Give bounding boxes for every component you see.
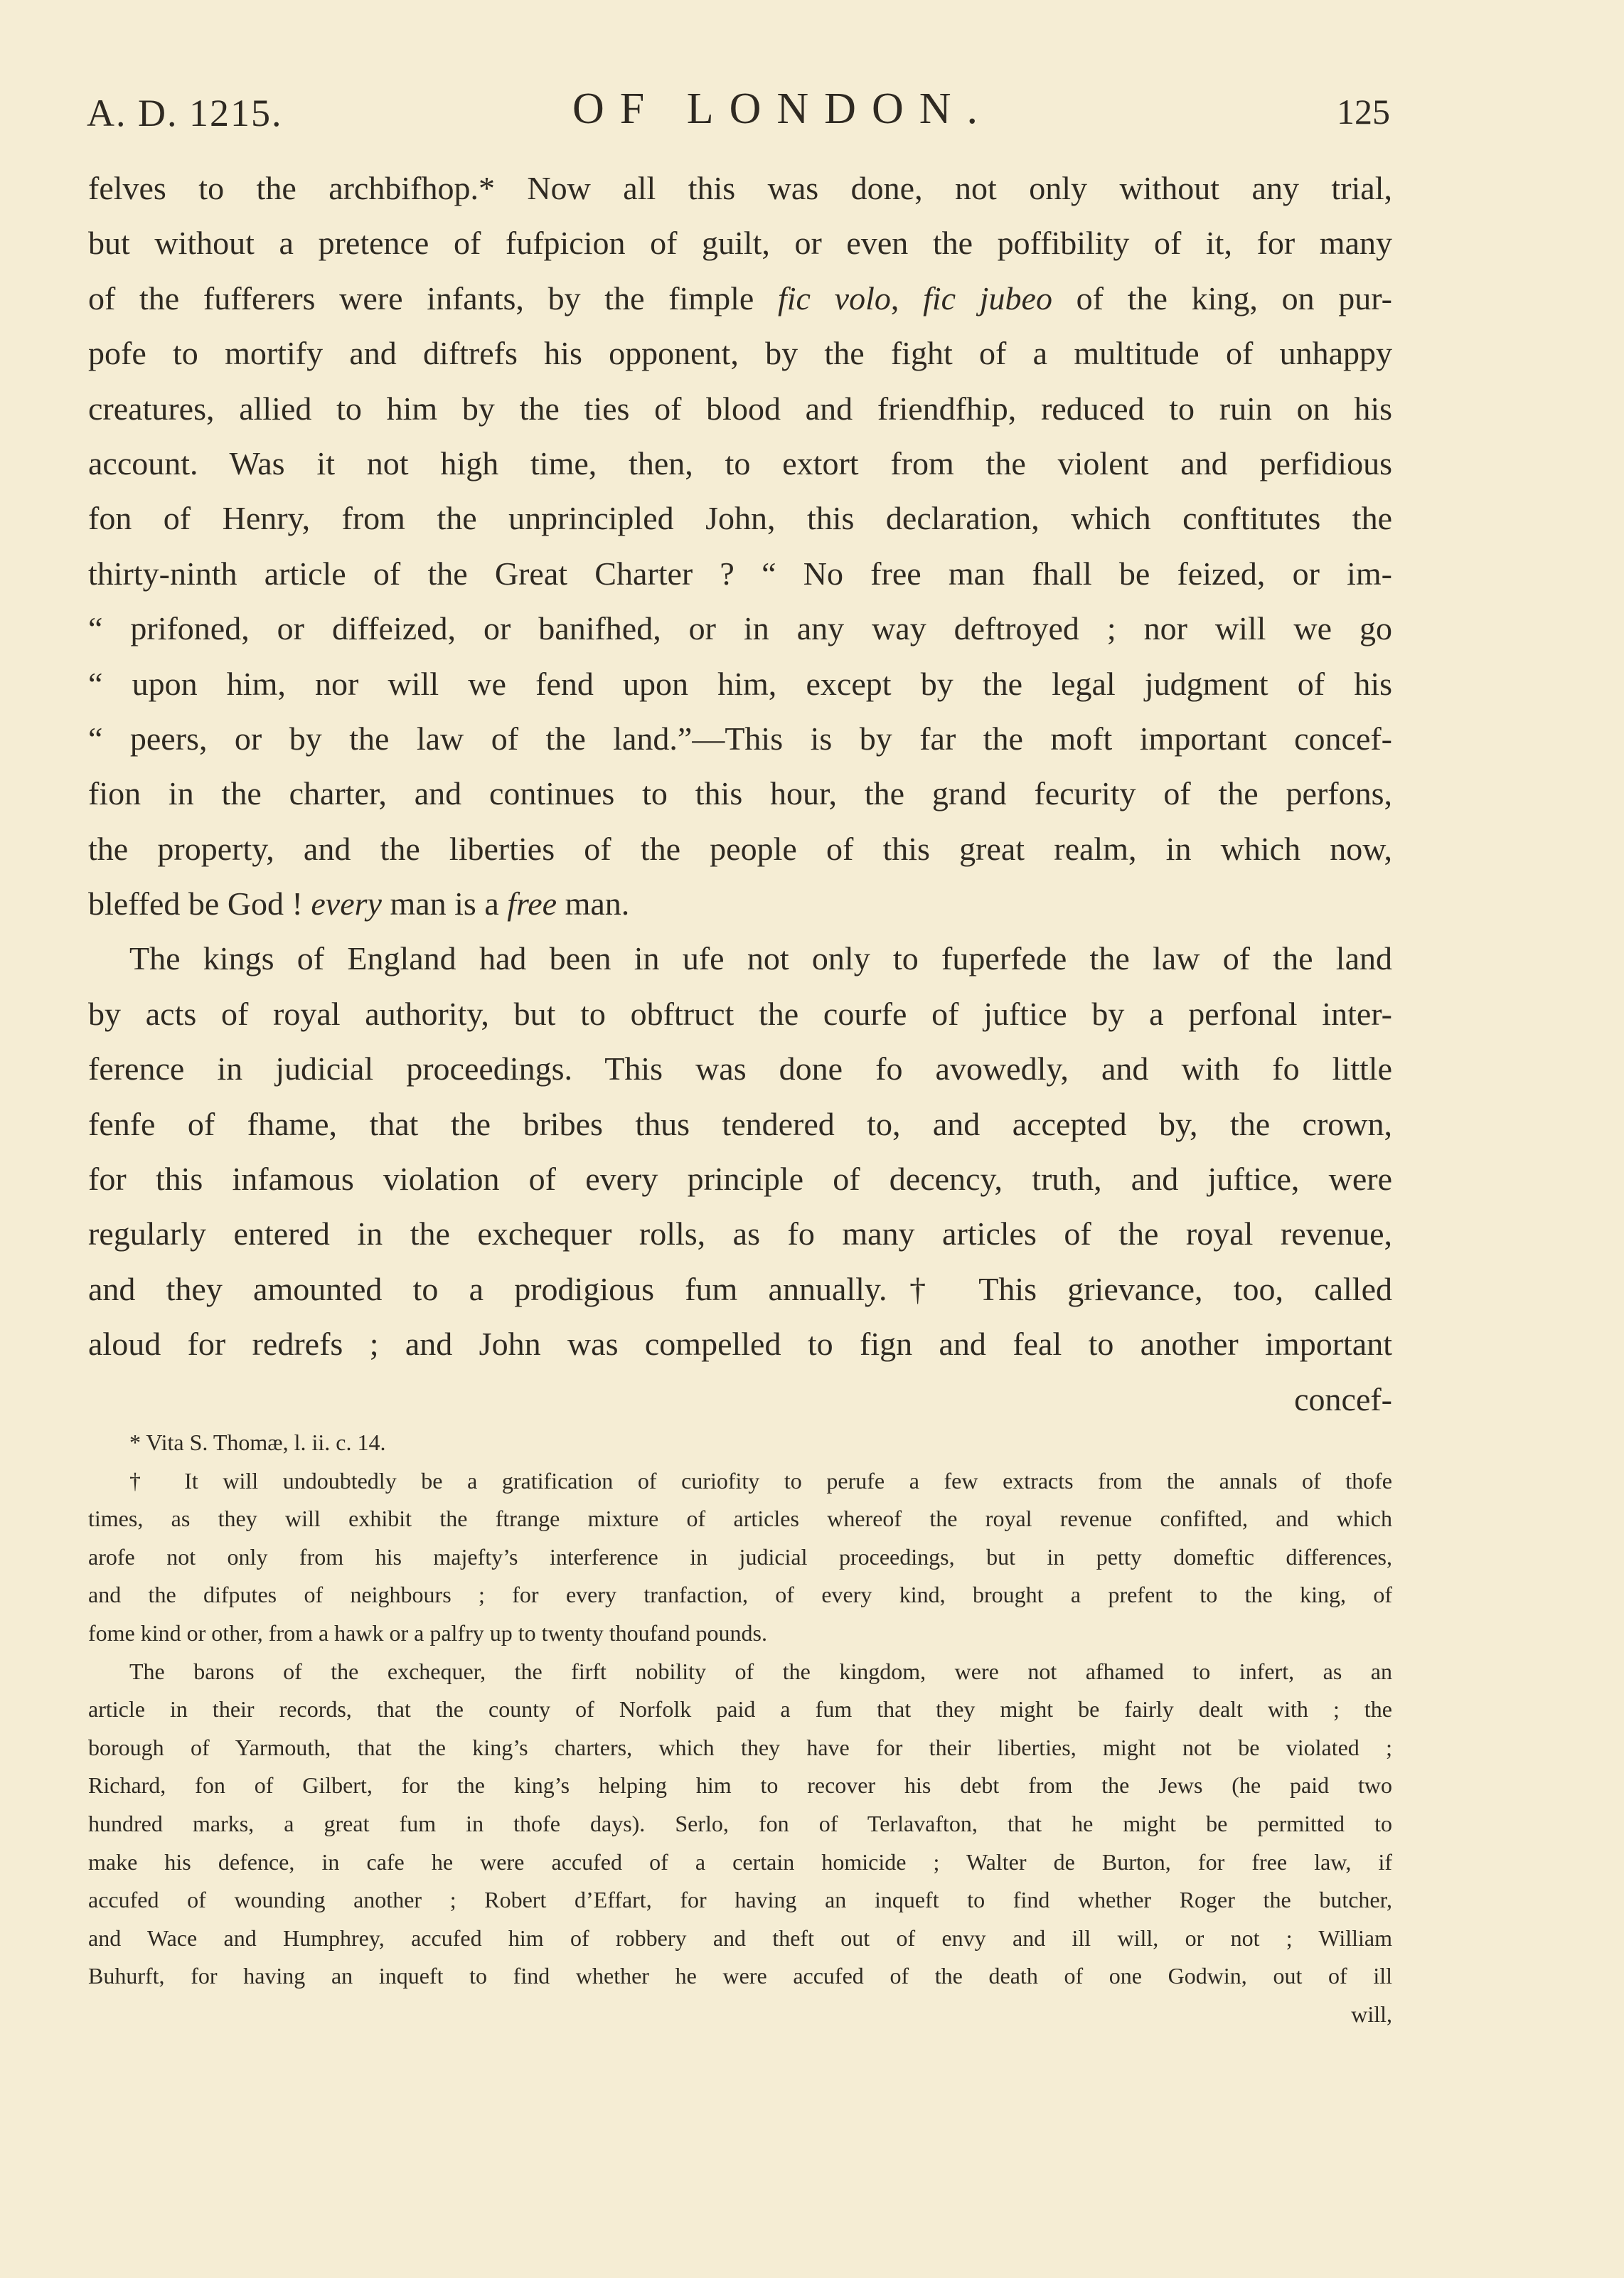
text-line: felves to the archbifhop.* Now all this was done, not only without any trial, bbox=[88, 170, 1392, 206]
footnote-line: make his defence, in cafe he were accufed of a certain homicide ; Walter de Burton, for free law, if bbox=[88, 1848, 1392, 1875]
text-line: regularly entered in the exchequer rolls, as fo many articles of the royal revenue, bbox=[88, 1215, 1392, 1252]
text-line: bleffed be God ! every man is a free man. bbox=[88, 885, 630, 922]
footnote-line: accufed of wounding another ; Robert d’Effart, for having an inqueft to find whether Roger the butcher, bbox=[88, 1887, 1392, 1913]
text-line: but without a pretence of fufpicion of guilt, or even the poffibility of it, for many bbox=[88, 225, 1392, 262]
footnote-line: and the difputes of neighbours ; for every tranfaction, of every kind, brought a prefent to the king, of bbox=[88, 1582, 1392, 1608]
footnote-line: Buhurft, for having an inqueft to find whether he were accufed of the death of one Godwin, out of ill bbox=[88, 1963, 1392, 1989]
running-header bbox=[0, 84, 1624, 155]
footnote-line: times, as they will exhibit the ftrange mixture of articles whereof the royal revenue confifted, and which bbox=[88, 1506, 1392, 1532]
text-line: of the fufferers were infants, by the fimple fic volo, fic jubeo of the king, on pur- bbox=[88, 280, 1392, 316]
footnote-line: The barons of the exchequer, the firft nobility of the kingdom, were not afhamed to infert, as an bbox=[129, 1658, 1392, 1684]
footnote-line: borough of Yarmouth, that the king’s charters, which they have for their liberties, might not be violated ; bbox=[88, 1734, 1392, 1760]
text-line: fion in the charter, and continues to this hour, the grand fecurity of the perfons, bbox=[88, 775, 1392, 812]
footnote-line: arofe not only from his majefty’s interference in judicial proceedings, but in petty domeftic differences, bbox=[88, 1543, 1392, 1570]
page-number: 125 bbox=[1337, 92, 1390, 132]
footnote-line: hundred marks, a great fum in thofe days). Serlo, fon of Terlavafton, that he might be permitted to bbox=[88, 1810, 1392, 1836]
footnote-line: article in their records, that the county of Norfolk paid a fum that they might be fairly dealt with ; the bbox=[88, 1696, 1392, 1723]
catchword: concef- bbox=[1294, 1380, 1392, 1417]
paragraph-start: The kings of England had been in ufe not only to fuperfede the law of the land bbox=[129, 940, 1392, 977]
text-line: the property, and the liberties of the people of this great realm, in which now, bbox=[88, 830, 1392, 867]
text-line: for this infamous violation of every principle of decency, truth, and juftice, were bbox=[88, 1161, 1392, 1198]
text-line: fon of Henry, from the unprincipled John, this declaration, which conftitutes the bbox=[88, 500, 1392, 537]
footnote-catchword: will, bbox=[1351, 2001, 1392, 2027]
main-text bbox=[88, 161, 1392, 1427]
footnote-line: fome kind or other, from a hawk or a palfry up to twenty thoufand pounds. bbox=[88, 1619, 767, 1646]
text-line: ference in judicial proceedings. This was done fo avowedly, and with fo little bbox=[88, 1050, 1392, 1087]
text-line: and they amounted to a prodigious fum annually.† This grievance, too, called bbox=[88, 1270, 1392, 1307]
header-year: A. D. 1215. bbox=[87, 92, 283, 134]
footnotes bbox=[88, 1424, 1392, 2034]
text-line: account. Was it not high time, then, to extort from the violent and perfidious bbox=[88, 445, 1392, 481]
text-line: “ prifoned, or diffeized, or banifhed, or in any way deftroyed ; nor will we go bbox=[88, 610, 1392, 647]
text-line: thirty-ninth article of the Great Charter ? “ No free man fhall be feized, or im- bbox=[88, 555, 1392, 592]
footnote-line: * Vita S. Thomæ, l. ii. c. 14. bbox=[129, 1430, 386, 1455]
text-line: pofe to mortify and diftrefs his opponent, by the fight of a multitude of unhappy bbox=[88, 335, 1392, 372]
footnote-line: † It will undoubtedly be a gratification of curiofity to perufe a few extracts from the annals of thofe bbox=[129, 1467, 1392, 1494]
text-line: by acts of royal authority, but to obftruct the courfe of juftice by a perfonal inter- bbox=[88, 995, 1392, 1032]
text-line: “ peers, or by the law of the land.”—This is by far the moft important concef- bbox=[88, 720, 1392, 757]
text-line: creatures, allied to him by the ties of blood and friendfhip, reduced to ruin on his bbox=[88, 390, 1392, 427]
text-line: aloud for redrefs ; and John was compelled to fign and feal to another important bbox=[88, 1326, 1392, 1363]
text-line: fenfe of fhame, that the bribes thus tendered to, and accepted by, the crown, bbox=[88, 1105, 1392, 1142]
text-line: “ upon him, nor will we fend upon him, except by the legal judgment of his bbox=[88, 665, 1392, 702]
header-title: OF LONDON. bbox=[572, 85, 993, 133]
footnote-line: Richard, fon of Gilbert, for the king’s helping him to recover his debt from the Jews (he paid two bbox=[88, 1772, 1392, 1799]
footnote-line: and Wace and Humphrey, accufed him of robbery and theft out of envy and ill will, or not ; William bbox=[88, 1925, 1392, 1951]
